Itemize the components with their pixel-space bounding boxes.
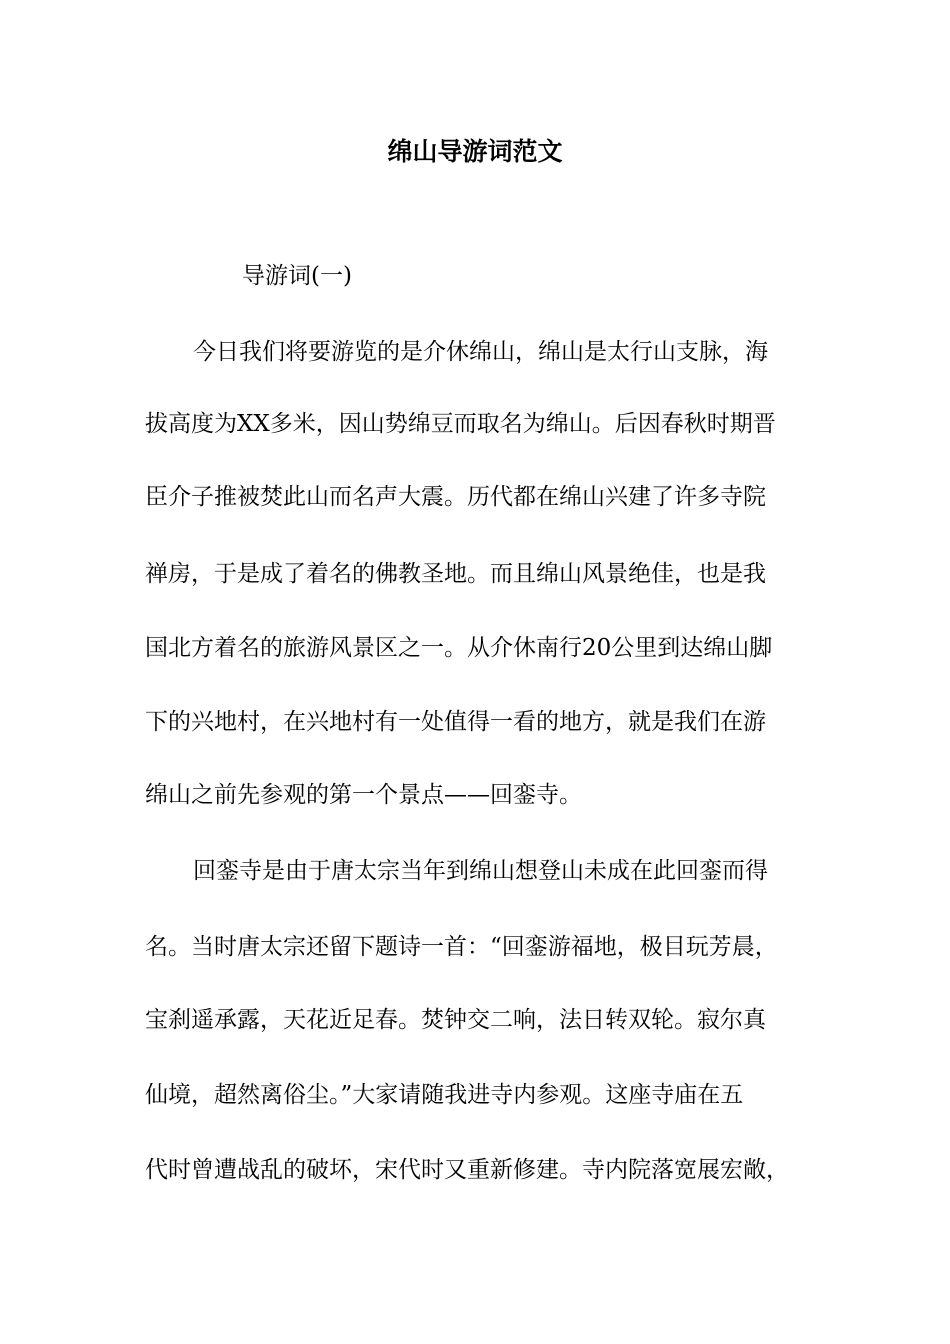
document-title: 绵山导游词范文 [387,137,563,166]
paragraph-line: 下的兴地村，在兴地村有一处值得一看的地方，就是我们在游 [145,709,766,735]
paragraph-line: 回銮寺是由于唐太宗当年到绵山想登山未成在此回銮而得 [193,858,768,884]
paragraph-line: 绵山之前先参观的第一个景点——回銮寺。 [145,782,582,808]
section-heading: 导游词(一) [242,263,352,289]
paragraph-line: 国北方着名的旅游风景区之一。从介休南行20公里到达绵山脚 [145,635,773,661]
paragraph-line: 今日我们将要游览的是介休绵山，绵山是太行山支脉，海 [193,339,768,365]
paragraph-line: 代时曾遭战乱的破坏，宋代时又重新修建。寺内院落宽展宏敞， [145,1157,789,1183]
paragraph-line: 禅房，于是成了着名的佛教圣地。而且绵山风景绝佳，也是我 [145,561,766,587]
paragraph-line: 宝刹遥承露，天花近足春。焚钟交二响，法日转双轮。寂尔真 [145,1007,766,1033]
paragraph-line: 臣介子推被焚此山而名声大震。历代都在绵山兴建了许多寺院 [145,484,766,510]
paragraph-line: 名。当时唐太宗还留下题诗一首：“回銮游福地，极目玩芳晨， [145,934,778,960]
paragraph-line: 仙境，超然离俗尘。”大家请随我进寺内参观。这座寺庙在五 [145,1082,744,1108]
paragraph-line: 拔高度为XX多米，因山势绵豆而取名为绵山。后因春秋时期晋 [145,411,776,437]
